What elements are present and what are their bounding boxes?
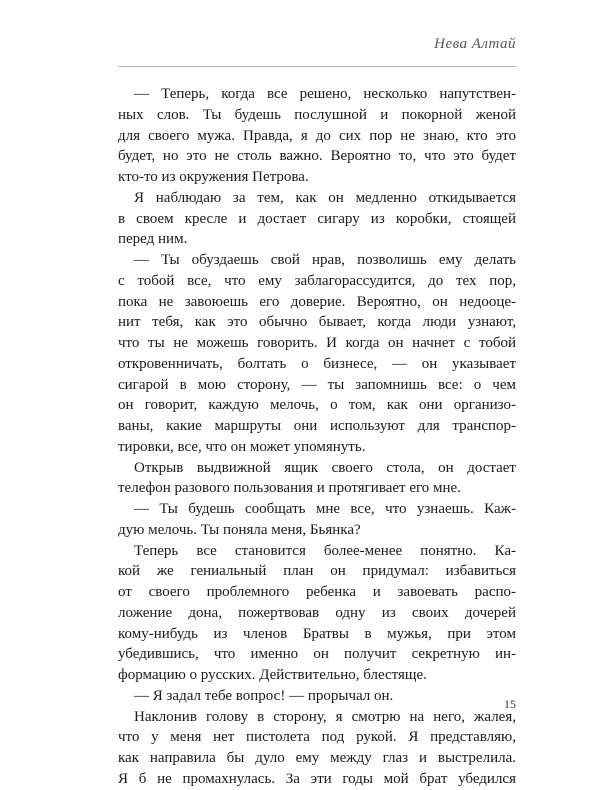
text-line: Наклонив голову в сторону, я смотрю на него, жалея, — [134, 708, 516, 725]
text-line: — Ты обуздаешь свой нрав, позволишь ему делать — [134, 252, 516, 268]
text-line: телефон разового пользования и протягивает его мне. — [118, 480, 461, 497]
text-line: Теперь все становится более-менее понятно. Ка- — [134, 542, 516, 559]
header-divider — [118, 66, 516, 67]
text-line: нит тебя, как это обычно бывает, когда люди узнают, — [118, 314, 516, 331]
text-line: перед ним. — [118, 231, 188, 248]
body-text — [118, 84, 516, 790]
text-line: кто-то из окружения Петрова. — [118, 169, 309, 185]
text-line: — Я задал тебе вопрос! — прорычал он. — [134, 687, 394, 704]
text-line: ваны, какие маршруты они используют для транспор- — [118, 418, 516, 434]
header-author-name: Нева Алтай — [434, 36, 516, 52]
text-line: он говорит, каждую мелочь, о том, как они организо- — [118, 397, 516, 414]
text-line: тировки, все, что он может упомянуть. — [118, 438, 366, 455]
text-line: убедившись, что именно он получит секретную ин- — [118, 646, 516, 663]
text-line: Я б не промахнулась. За эти годы мой брат убедился — [118, 770, 516, 787]
text-line: кой же гениальный план он придумал: избавиться — [118, 563, 516, 580]
text-line: с тобой все, что ему заблагорассудится, до тех пор, — [118, 272, 516, 289]
page-number: 15 — [504, 697, 516, 711]
text-line: ложение дона, пожертвовав одну из своих дочерей — [118, 604, 516, 621]
text-line: будет, но это не столь важно. Вероятно то, что это будет — [118, 148, 516, 165]
text-line: откровенничать, болтать о бизнесе, — он указывает — [118, 355, 516, 372]
text-line: дую мелочь. Ты поняла меня, Бьянка? — [118, 521, 361, 538]
text-line: как направила бы дуло ему между глаз и выстрелила. — [118, 750, 516, 766]
text-line: формацию о русских. Действительно, блестяще. — [118, 667, 427, 683]
text-line: пока не завоюешь его доверие. Вероятно, он недооце- — [118, 293, 516, 310]
text-line: от своего проблемного ребенка и завоевать распо- — [118, 584, 516, 600]
text-line: Я наблюдаю за тем, как он медленно откидывается — [134, 189, 516, 206]
text-line: Открыв выдвижной ящик своего стола, он достает — [134, 459, 516, 476]
text-line: сигарой в мою сторону, — ты запомнишь все: о чем — [118, 376, 516, 393]
text-line: что у меня нет пистолета под рукой. Я представляю, — [118, 729, 516, 746]
text-line: что ты не можешь говорить. И когда он начнет с тобой — [118, 335, 516, 351]
text-line: — Теперь, когда все решено, несколько напутствен- — [134, 86, 516, 102]
text-line: — Ты будешь сообщать мне все, что узнаешь. Каж- — [134, 501, 516, 517]
text-line: для своего мужа. Правда, я до сих пор не знаю, кто это — [118, 127, 516, 144]
text-line: в своем кресле и достает сигару из коробки, стоящей — [118, 210, 516, 227]
text-line: кому-нибудь из членов Братвы в мужья, при этом — [118, 625, 516, 642]
text-line: ных слов. Ты будешь послушной и покорной женой — [118, 106, 516, 123]
